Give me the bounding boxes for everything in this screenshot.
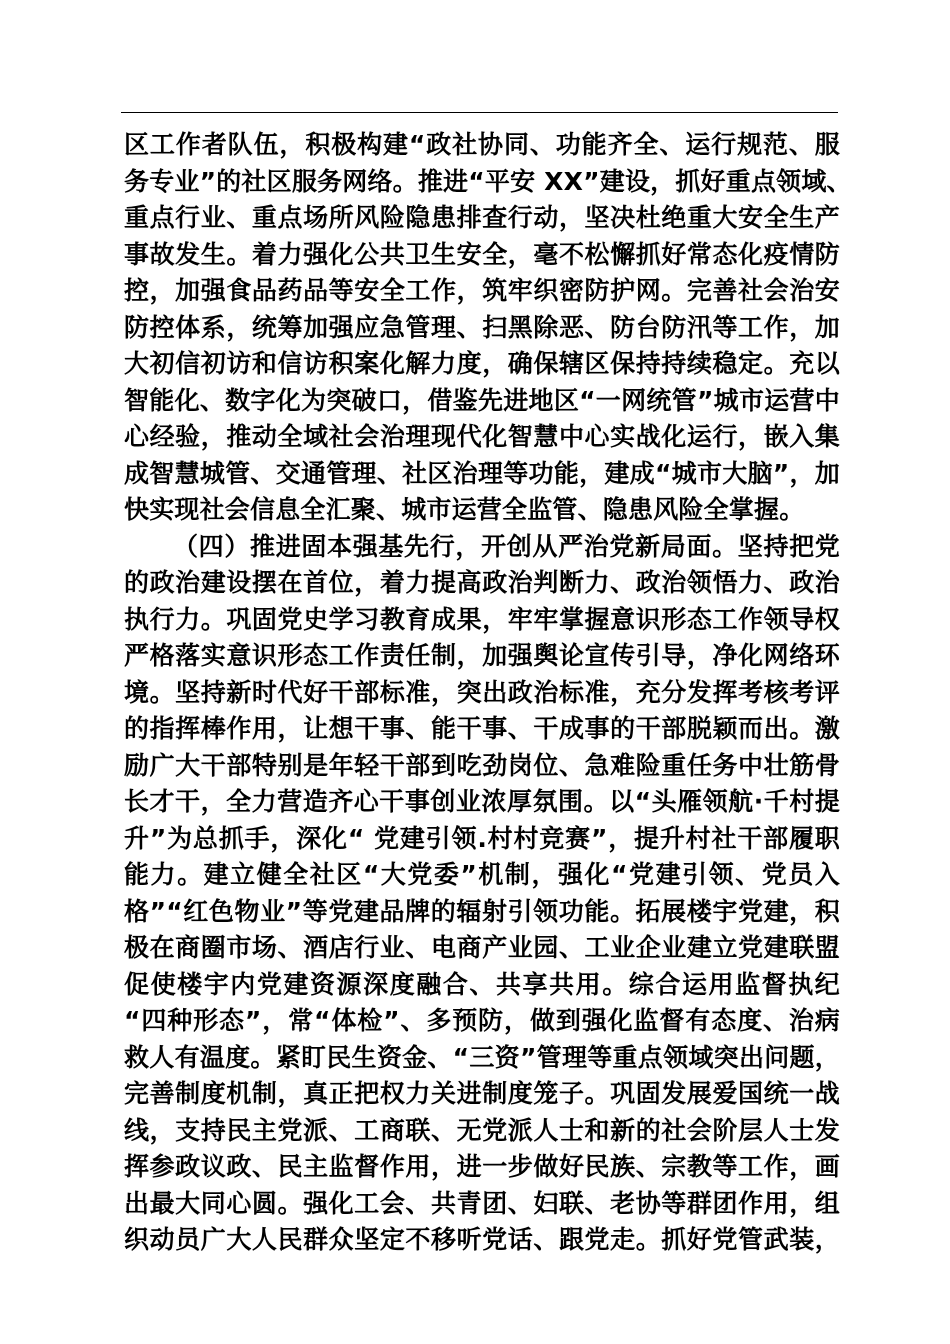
- text-line: 的政治建设摆在首位，着力提高政治判断力、政治领悟力、政治: [124, 568, 840, 597]
- text-line: 成智慧城管、交通管理、社区治理等功能，建成“城市大脑”，加: [124, 458, 840, 488]
- text-line: 严格落实意识形态工作责任制，加强舆论宣传引导，净化网络环: [124, 641, 840, 670]
- text-line: 智能化、数字化为突破口，借鉴先进地区“一网统管”城市运营中: [124, 385, 840, 415]
- text-line: 极在商圈市场、酒店行业、电商产业园、工业企业建立党建联盟: [124, 933, 840, 962]
- text-line: 促使楼宇内党建资源深度融合、共享共用。综合运用监督执纪: [124, 969, 840, 999]
- text-line: “四种形态”，常“体检”、多预防，做到强化监督有态度、治病: [124, 1006, 840, 1035]
- text-line: 格”“红色物业”等党建品牌的辐射引领功能。拓展楼宇党建，积: [124, 896, 840, 926]
- section-heading-line: （四）推进固本强基先行，开创从严治党新局面。坚持把党: [173, 531, 840, 561]
- text-line: 升”为总抓手，深化“ 党建引领.村村竞赛”，提升村社干部履职: [124, 823, 840, 853]
- text-line: 重点行业、重点场所风险隐患排查行动，坚决杜绝重大安全生产: [124, 203, 840, 232]
- text-line: 控，加强食品药品等安全工作，筑牢织密防护网。完善社会治安: [124, 276, 840, 305]
- text-line: 事故发生。着力强化公共卫生安全，毫不松懈抓好常态化疫情防: [124, 239, 840, 269]
- text-line: 大初信初访和信访积案化解力度，确保辖区保持持续稳定。充以: [124, 349, 840, 378]
- text-line: 线，支持民主党派、工商联、无党派人士和新的社会阶层人士发: [124, 1115, 840, 1145]
- text-line: 完善制度机制，真正把权力关进制度笼子。巩固发展爱国统一战: [124, 1079, 840, 1108]
- text-line: 务专业”的社区服务网络。推进“平安 XX”建设，抓好重点领域、: [124, 166, 852, 196]
- paragraph-end-line: 快实现社会信息全汇聚、城市运营全监管、隐患风险全掌握。: [124, 495, 805, 524]
- text-line: 防控体系，统筹加强应急管理、扫黑除恶、防台防汛等工作，加: [124, 312, 840, 342]
- text-line: 励广大干部特别是年轻干部到吃劲岗位、急难险重任务中壮筋骨: [124, 750, 840, 780]
- text-line: 心经验，推动全域社会治理现代化智慧中心实战化运行，嵌入集: [124, 422, 840, 451]
- text-line: 出最大同心圆。强化工会、共青团、妇联、老协等群团作用，组: [124, 1188, 840, 1218]
- body-text: [124, 127, 852, 1259]
- text-line: 救人有温度。紧盯民生资金、“三资”管理等重点领域突出问题，: [124, 1042, 840, 1072]
- text-line: 的指挥棒作用，让想干事、能干事、干成事的干部脱颖而出。激: [124, 714, 840, 743]
- text-line: 境。坚持新时代好干部标准，突出政治标准，充分发挥考核考评: [124, 677, 840, 707]
- text-line: 区工作者队伍，积极构建“政社协同、功能齐全、运行规范、服: [124, 130, 840, 159]
- text-line: 执行力。巩固党史学习教育成果，牢牢掌握意识形态工作领导权: [124, 604, 840, 634]
- header-rule: [121, 112, 838, 113]
- text-line: 挥参政议政、民主监督作用，进一步做好民族、宗教等工作，画: [124, 1152, 840, 1181]
- text-line: 能力。建立健全社区“大党委”机制，强化“党建引领、党员入: [124, 860, 840, 889]
- text-line: 织动员广大人民群众坚定不移听党话、跟党走。抓好党管武装，: [124, 1225, 840, 1254]
- text-line: 长才干，全力营造齐心干事创业浓厚氛围。以“头雁领航·千村提: [124, 787, 840, 816]
